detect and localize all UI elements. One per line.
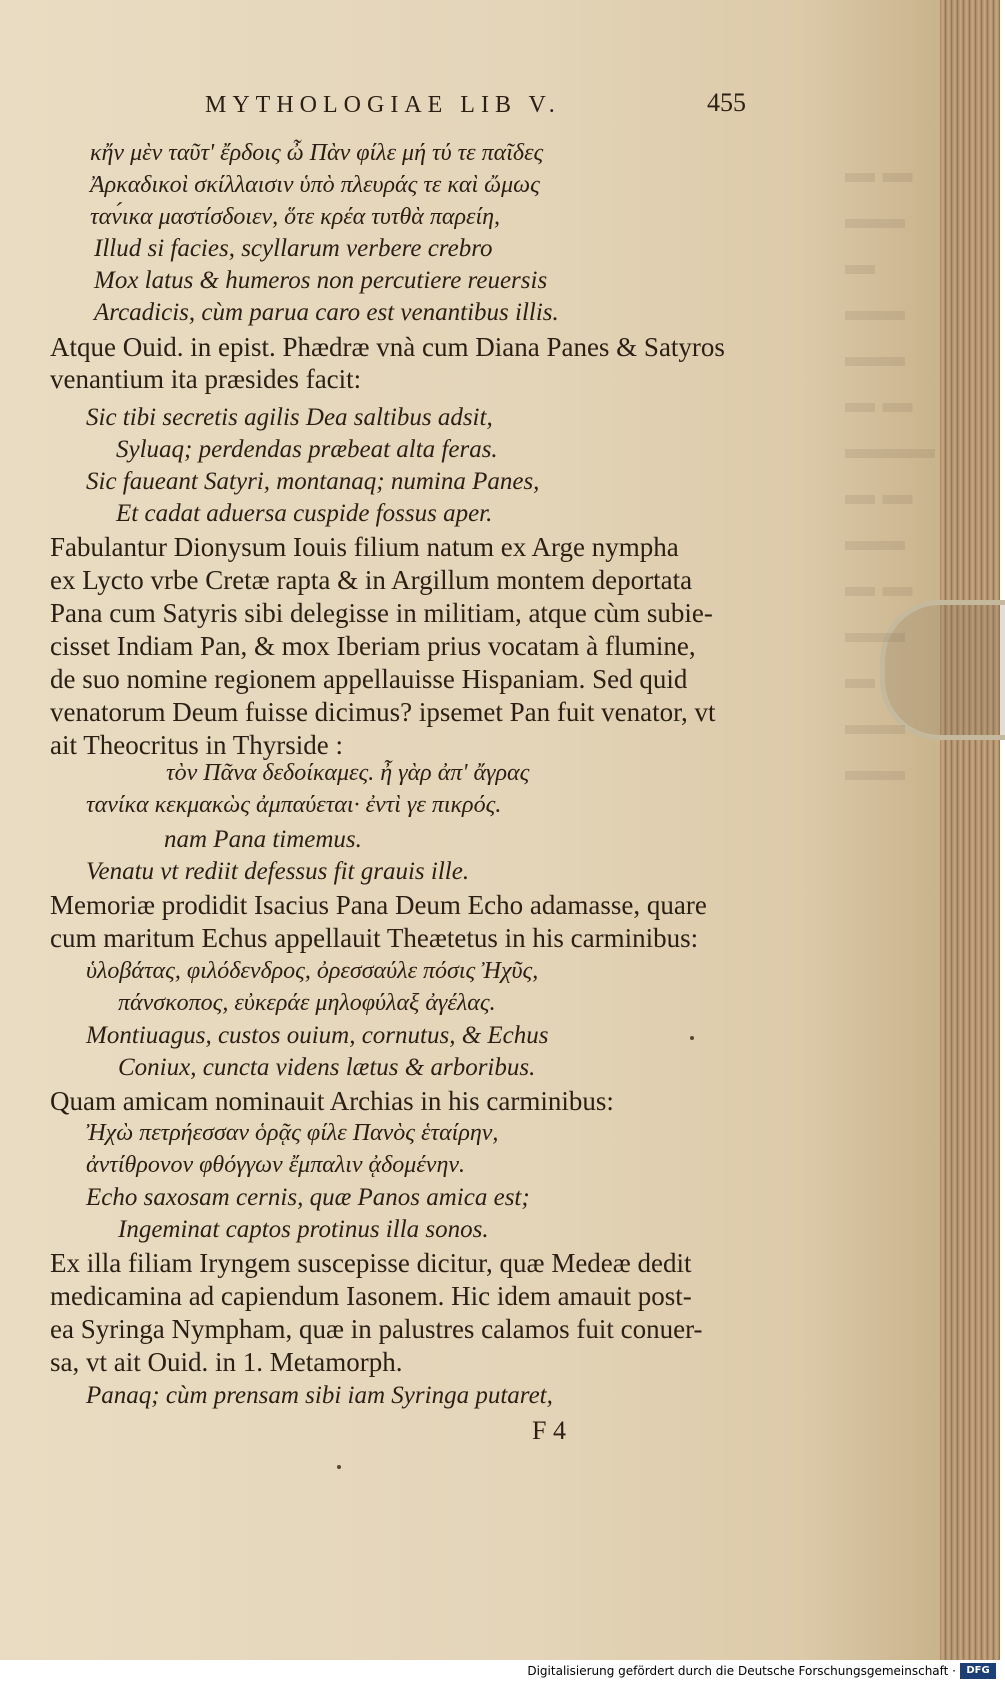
prose-line: Atque Ouid. in epist. Phædræ vnà cum Diana Panes & Satyros (50, 332, 725, 362)
prose-line: Pana cum Satyris sibi delegisse in militiam, atque cùm subie- (50, 598, 713, 628)
greek-verse-line: τὸν Πᾶνα δεδοίκαμες. ἦ γὰρ ἀπ' ἄγρας (166, 760, 530, 786)
prose-line: Fabulantur Dionysum Iouis filium natum ex Arge nympha (50, 532, 679, 562)
prose-line: ait Theocritus in Thyrside : (50, 730, 343, 760)
latin-verse-line: Arcadicis, cùm parua caro est venantibus illis. (94, 299, 559, 326)
bleed-through-text: ▬ ▬ ▬▬ ▬ ▬▬ ▬▬ ▬ ▬ ▬▬▬ ▬ ▬ ▬▬ ▬ ▬ ▬▬ ▬ ▬▬ ▬▬ (845, 156, 935, 787)
greek-verse-line: πάνσκοπος, εὐκεράε μηλοφύλαξ ἀγέλας. (118, 990, 496, 1016)
latin-verse-line: Venatu vt rediit defessus fit grauis ille. (86, 858, 470, 885)
prose-line: venantium ita præsides facit: (50, 364, 362, 394)
latin-verse-line: Echo saxosam cernis, quæ Panos amica est; (86, 1184, 530, 1211)
latin-verse-line: Mox latus & humeros non percutiere reuersis (94, 267, 548, 294)
latin-verse-line: Coniux, cuncta videns lætus & arboribus. (118, 1054, 536, 1081)
latin-verse-line: Sic faueant Satyri, montanaq; numina Panes, (86, 468, 540, 495)
greek-verse-line: Ἠχὼ πετρήεσσαν ὁρᾷς φίλε Πανὸς ἑταίρην, (86, 1120, 499, 1146)
greek-verse-line: κἤν μὲν ταῦτ' ἔρδοις ὦ Πὰν φίλε μή τύ τε παῖδες (90, 140, 544, 166)
latin-verse-line: Montiuagus, custos ouium, cornutus, & Echus (86, 1022, 549, 1049)
greek-verse-line: τανίκα κεκμακὼς ἀμπαύεται· ἐντὶ γε πικρός. (86, 792, 502, 818)
latin-verse-line: Et cadat aduersa cuspide fossus aper. (116, 500, 493, 527)
latin-verse-line: Sic tibi secretis agilis Dea saltibus adsit, (86, 404, 493, 431)
ink-speck (337, 1465, 341, 1469)
book-fore-edge (940, 0, 1000, 1660)
greek-verse-line: Ἀρκαδικοὶ σκίλλαισιν ὑπὸ πλευράς τε καὶ ὤμως (90, 172, 540, 198)
running-head: MYTHOLOGIAE LIB V. (205, 92, 561, 118)
prose-line: de suo nomine regionem appellauisse Hispaniam. Sed quid (50, 664, 688, 694)
latin-verse-line: nam Pana timemus. (164, 826, 362, 853)
latin-verse-line: Ingeminat captos protinus illa sonos. (118, 1216, 489, 1243)
greek-verse-line: ὑλοβάτας, φιλόδενδρος, ὀρεσσαύλε πόσις Ἠχῦς, (86, 958, 539, 984)
greek-verse-line: ταν́ικα μαστίσδοιεν, ὅτε κρέα τυτθὰ παρείη, (90, 204, 501, 230)
prose-line: venatorum Deum fuisse dicimus? ipsemet Pan fuit venator, vt (50, 697, 716, 727)
latin-verse-line: Panaq; cùm prensam sibi iam Syringa putaret, (86, 1382, 553, 1409)
signature-mark: F 4 (532, 1416, 566, 1445)
prose-line: sa, vt ait Ouid. in 1. Metamorph. (50, 1347, 403, 1377)
prose-line: Memoriæ prodidit Isacius Pana Deum Echo adamasse, quare (50, 890, 707, 920)
dfg-logo: DFG (960, 1663, 996, 1679)
page-number: 455 (707, 88, 746, 117)
prose-line: medicamina ad capiendum Iasonem. Hic idem amauit post- (50, 1281, 692, 1311)
prose-line: ex Lycto vrbe Cretæ rapta & in Argillum montem deportata (50, 565, 693, 595)
latin-verse-line: Syluaq; perdendas præbeat alta feras. (116, 436, 498, 463)
latin-verse-line: Illud si facies, scyllarum verbere crebro (94, 235, 493, 262)
digitization-footer (0, 1660, 1000, 1683)
prose-line: Quam amicam nominauit Archias in his carminibus: (50, 1086, 614, 1116)
ink-speck (690, 1036, 694, 1040)
prose-line: cum maritum Echus appellauit Theætetus in his carminibus: (50, 923, 699, 953)
funding-credit: Digitalisierung gefördert durch die Deutsche Forschungsgemeinschaft · (527, 1664, 956, 1678)
greek-verse-line: ἀντίθρονον φθόγγων ἔμπαλιν ᾀδομένην. (86, 1152, 466, 1178)
prose-line: cisset Indiam Pan, & mox Iberiam prius vocatam à flumine, (50, 631, 696, 661)
prose-line: Ex illa filiam Iryngem suscepisse dicitur, quæ Medeæ dedit (50, 1248, 692, 1278)
prose-line: ea Syringa Nympham, quæ in palustres calamos fuit conuer- (50, 1314, 703, 1344)
